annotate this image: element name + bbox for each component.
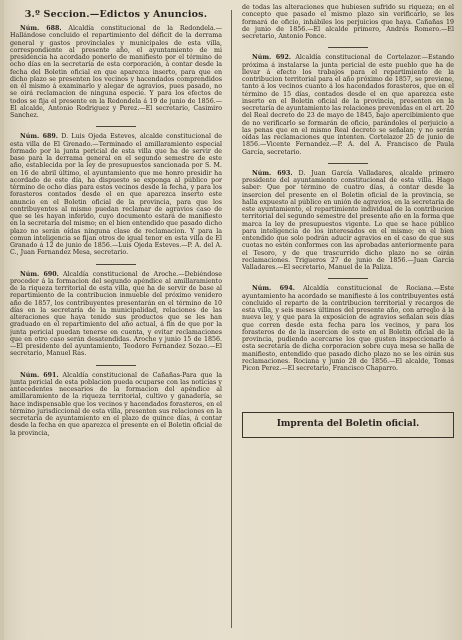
notice-text: Alcaldía constitucional de la Redondela.—Hallándose concluido el repartimiento del déficit de la derrama general y gastos provinciales y municipales de esta villa, correspondiente al presente año, el ayuntamiento de mi presidencia ha acordado ponerlo de manifiesto por el término de ocho días en la secretaría de esta corporación, á contar desde la fecha del Boletin oficial en que aparezca inserto, para que en dicho plazo se presenten los vecinos y hacendados comprendidos en él mismo á examinarlo y alegar de agravios, pues pasado, no se oirá reclamacion de ninguna especie. Y para los efectos de todos se fija el presente en la Redondela á 19 de junio de 1856.—El alcalde, Antonio Rodriguez y Perez.—El secretario, Casimiro Sanchez. [10,25,222,119]
left-column [10,4,222,634]
page-edge [0,0,4,640]
notice-688 [10,25,222,119]
notice-692 [242,54,454,156]
right-column [242,4,454,634]
separator-rule [96,365,136,366]
notice-691 [10,372,222,437]
imprint-text: Imprenta del Boletin oficial. [276,419,420,430]
notice-689 [10,133,222,256]
notice-number: Núm. 691. [20,371,59,379]
notice-text: de todas las alteraciones que hubiesen sufrido su riqueza; en el concepto que pasado el mismo plazo sin verificarlo, se les formará de oficio, inhábiles los perjuicios que haya. Cañañas 19 de junio de 1856.—El alcalde primero, Andrés Romero.—El secretario, Antonio Ponce. [242,4,454,40]
section-number: 3.º [24,9,41,20]
notice-number: Núm. 693. [252,169,293,177]
notice-number: Núm. 690. [20,270,59,278]
separator-rule [328,278,368,279]
notice-number: Núm. 692. [252,54,292,62]
notice-number: Núm. 694. [252,285,295,293]
notice-number: Núm. 688. [20,25,62,32]
notice-690 [10,271,222,358]
column-divider [231,10,232,628]
section-title: Seccion.—Edictos y Anuncios. [43,9,208,20]
notice-691-continuation [242,4,454,40]
notice-text: D. Juan García Valladares, alcalde primero presidente del ayuntamiento constitucional de esta villa. Hago saber: Que por término de cuatro días, á contar desde la insercion del presente en el Boletin oficial de la provincia, se halla expuesto al público en unión de agravios, en la secretaría de este ayuntamiento, el repartimiento individual de la contribucion territorial del segundo semestre del presente año en la forma que marca la ley de presupuestos vigente. Lo que se hace público para inteligencia de los interesados en el mismo; en el bien entendido que solo podrán aducir agravios en el caso de que sus cuotas no estén conformes con las aprobadas anteriormente para el Tesoro, y de que trascurrido dicho plazo no se oirán reclamaciones. Trigueros 27 de junio de 1856.—Juan García Valladares.—El secretario, Manuel de la Paliza. [242,169,454,271]
section-heading [10,8,222,21]
notice-693 [242,170,454,272]
notice-694 [242,285,454,372]
notice-text: D. Luis Ojeda Esteves, alcalde constitucional de esta villa de El Grenado.—Terminado el amillaramiento especial formado por la junta pericial de esta villa que ha de servir de base para la derrama general en el segundo semestre de este año, establecida por la ley de presupuestos sancionada por S. M. en 16 de abril último, el ayuntamiento que me honro presidir ha acordado de este día, ha dispuesto se exponga al público por término de ocho días para estos vecinos desde la fecha, y para los forasteros contados desde el en que aparezca inserto este anuncio en el Boletin oficial de la provincia, para que los contribuyentes al mismo puedan reclamar de agravios caso de que se les hayan inferido, cuyo documento estará de manifiesto en la secretaría del mismo; en el bien entendido que pasado dicho plazo no serán oídas ninguna clase de reclamacion. Y para la comun inteligencia se fijan otros de igual tenor en esta villa de El Granado á 12 de junio de 1856.—Luis Ojeda Esteves.—P. A. del A. C., Juan Fernandez Mesa, secretario. [10,133,222,257]
notice-text: Alcaldía constitucional de Aroche.—Debiéndose proceder á la formacion del segundo apéndice al amillaramiento de la riqueza territorial de esta villa, que ha de servir de base al repartimiento de la contribucion inmueble del próximo venidero año de 1857, los contribuyentes presentarán en el término de 10 días en la secretaría de la municipalidad, relaciones de las alteraciones que haya tenido sus productos que se les han graduado en el repartimiento del año actual, á fin de que por la junta pericial puedan tenerse en cuenta, y evitar reclamaciones que en otro caso serán desatendidas. Aroche y junio 15 de 1856.—El presidente del ayuntamiento, Teodoro Fernandez Sozao.—El secretario, Manuel Ras. [10,270,222,358]
separator-rule [328,163,368,164]
notice-text: Alcaldía constitucional de Rociana.—Este ayuntamiento ha acordado se manifieste á los contribuyentes está concluido el reparto de la contribucion territorial y recargos de esta villa, y seis meses últimos del presente año, con arreglo á la nueva ley, y que para la exposicion de agravios señalan seis días que corren desde esta fecha para los vecinos, y para los forasteros de de la insercion de este en el Boletin oficial de la provincia, pudiendo acercarse los que gusten inspeccionarlo á esta secretaría de dicha corporacion sobre cuya mesa se halla de manifiesto, entendido que pasado dicho plazo no se les oirán sus reclamaciones. Rociana y junio 28 de 1856.—El alcalde, Tomas Picon Perez.—El secretario, Francisco Chaparro. [242,285,454,372]
notice-number: Núm. 689. [20,133,58,141]
separator-rule [96,264,136,265]
separator-rule [328,47,368,48]
notice-text: Alcaldía constitucional de Cañañas-Para que la junta pericial de esta poblacion pueda ocuparse con las noticias y antecedentes necesarios de la formacion del apéndice al amillaramiento de la riqueza territorial, cultivo y ganadería, se hace indispensable que los vecinos y hacendados forasteros, en el término jurisdiccional de esta villa, presenten sus relaciones en la secretaría de ayuntamiento en el plazo de quince días, á contar desde la fecha en que aparezca el presente en el Boletin oficial de la provincia, [10,371,222,437]
separator-rule [96,126,136,127]
printer-imprint [242,412,454,437]
notice-text: Alcaldía constitucional de Cortelazor.—Estando próxima á instalarse la junta pericial de este pueblo que ha de llevar á efecto los trabajos para el repartimiento de la contribucion territorial para el año próximo de 1857, se previene, tanto á los vecinos cuanto á los hacendados forasteros, que en el término de 15 días, contados desde el en que aparezca este inserto en el Boletin oficial de la provincia, presenten en la secretaría de ayuntamiento las relaciones prevenidas en el art. 20 del Real decreto de 23 de mayo de 1845, bajo apercibimiento que de no verificarlo se formarán de oficio, parándoles el perjuicio a las penas que en el mismo Real decreto se señalan; y no serán oídas las reclamaciones que intenten. Cortelazor 25 de junio de 1856.—Vicente Fernandez.—P. A. del A. Francisco de Paula García, secretario. [242,54,454,156]
